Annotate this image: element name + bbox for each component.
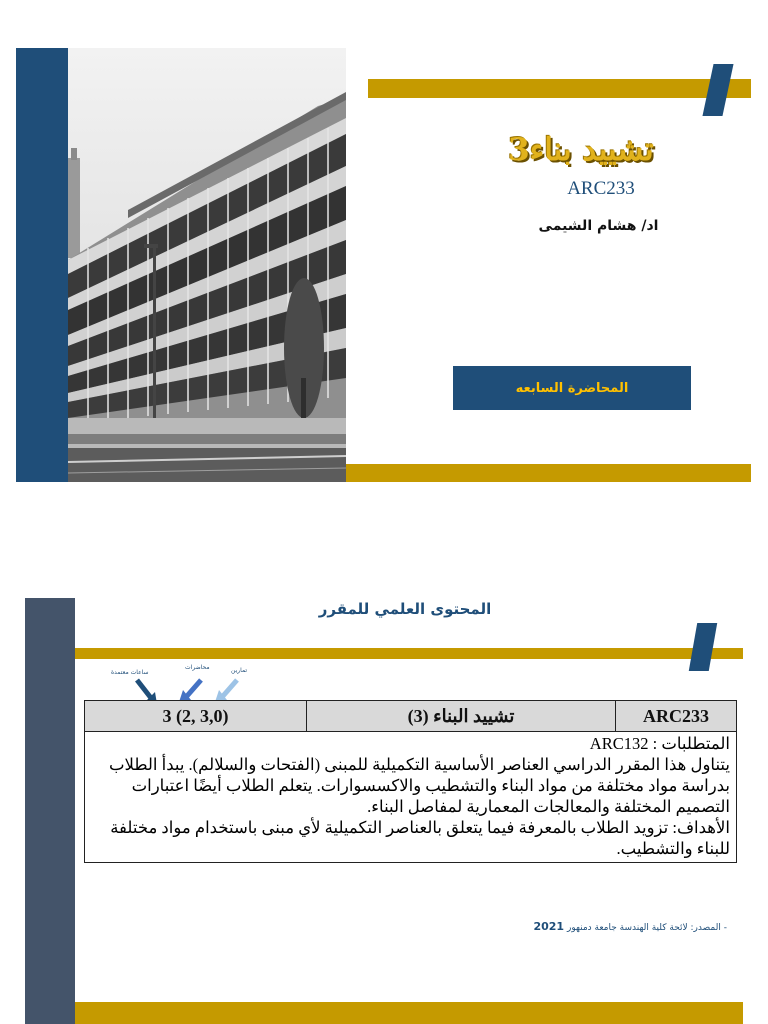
course-code: ARC233 <box>567 178 635 199</box>
table-description-row <box>85 732 737 863</box>
bottom-gold-bar <box>75 1002 743 1024</box>
exercises-arrow-icon <box>215 680 237 702</box>
credit-hours-cell <box>85 701 307 732</box>
description-cell <box>85 732 737 863</box>
source-prefix: - المصدر: لائحة كلية الهندسة جامعة دمنهور <box>566 923 727 933</box>
lectures-arrow-icon <box>179 680 201 702</box>
prerequisites-text: المتطلبات : ARC132 <box>589 734 730 753</box>
credit-hours-value: 3 (2, 3,0) <box>162 705 229 726</box>
lectures-arrow-label: محاضرات <box>185 664 210 671</box>
title-slide <box>16 48 751 482</box>
slide-title: المحتوى العلمي للمقرر <box>318 600 492 618</box>
source-year: 2021 <box>533 920 565 933</box>
course-name-cell: تشييد البناء (3) <box>307 701 616 732</box>
left-accent-bar <box>25 598 75 1024</box>
course-code-cell: ARC233 <box>616 701 737 732</box>
bottom-gold-bar <box>346 464 751 482</box>
exercises-arrow-label: تمارين <box>231 667 248 674</box>
building-photo <box>68 48 346 482</box>
blue-parallelogram-accent <box>689 623 717 671</box>
building-photo-image <box>68 48 346 482</box>
objectives-text: الأهداف: تزويد الطلاب بالمعرفة فيما يتعلق بالعناصر التكميلية لأي مبنى باستخدام مواد مختلفة للبناء والتشطيب. <box>110 818 730 858</box>
course-info-table <box>84 700 737 863</box>
credit-hours-arrow-label: ساعات معتمدة <box>111 669 149 676</box>
lecture-label: المحاضرة السابعه <box>515 380 629 396</box>
source-note <box>472 920 727 933</box>
course-title: تشييد بناء3 <box>508 132 654 168</box>
author-name: اد/ هشام الشيمى <box>538 218 659 234</box>
top-gold-bar <box>75 648 743 659</box>
lecture-label-box <box>453 366 691 410</box>
description-text: يتناول هذا المقرر الدراسي العناصر الأساسية التكميلية للمبنى (الفتحات والسلالم). يبدأ الطلاب بدراسة مواد مختلفة من مواد البناء والتشطيب والاكسسوارات. يتعلم الطلاب أيضًا اعتبارات التصميم المختلفة والمعالجات المعمارية لمفاصل البناء. <box>108 755 730 816</box>
table-header-row <box>85 701 737 732</box>
left-accent-bar <box>16 48 68 482</box>
content-slide <box>25 598 751 1024</box>
top-gold-bar <box>368 79 751 98</box>
